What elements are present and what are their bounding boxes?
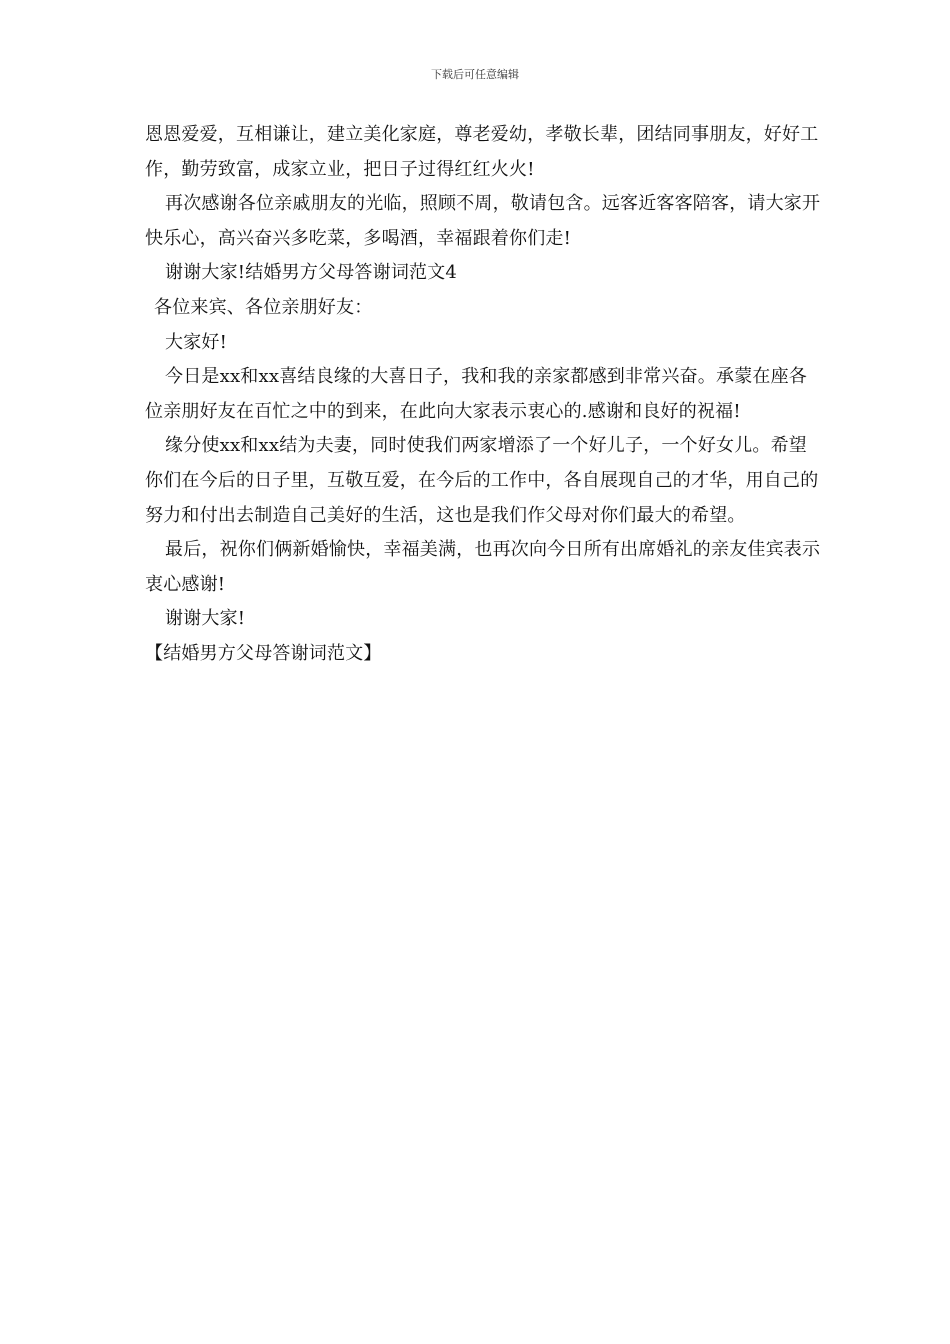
paragraph-thank-you: 谢谢大家! [165,608,246,630]
paragraph-wedding-day: 今日是xx和xx喜结良缘的大喜日子，我和我的亲家都感到非常兴奋。承蒙在座各位亲朋好友在百忙之中的到来，在此向大家表示衷心的.感谢和良好的祝福! [145,366,808,422]
paragraph-heading-sample-4: 谢谢大家!结婚男方父母答谢词范文4 [165,262,458,284]
page-header-note: 下载后可任意编辑 [431,68,519,81]
paragraph-greeting: 大家好! [165,331,228,353]
paragraph-salutation: 各位来宾、各位亲朋好友： [154,296,373,318]
paragraph-wishes: 缘分使xx和xx结为夫妻，同时使我们两家增添了一个好儿子，一个好女儿。希望你们在今后的日子里，互敬互爱，在今后的工作中，各自展现自己的才华，用自己的努力和付出去制造自己美好的生活，这也是我们作父母对你们最大的希望。 [145,435,819,526]
paragraph-closing: 最后，祝你们俩新婚愉快，幸福美满，也再次向今日所有出席婚礼的亲友佳宾表示衷心感谢! [145,539,821,595]
paragraph-footer-title: 【结婚男方父母答谢词范文】 [145,642,382,664]
paragraph-blessing: 恩恩爱爱，互相谦让，建立美化家庭，尊老爱幼，孝敬长辈，团结同事朋友，好好工作，勤劳致富，成家立业，把日子过得红红火火! [145,124,819,180]
document-body [145,118,825,672]
paragraph-thanks-guests: 再次感谢各位亲戚朋友的光临，照顾不周，敬请包含。远客近客客陪客，请大家开快乐心，高兴奋兴多吃菜，多喝酒，幸福跟着你们走! [145,193,821,249]
